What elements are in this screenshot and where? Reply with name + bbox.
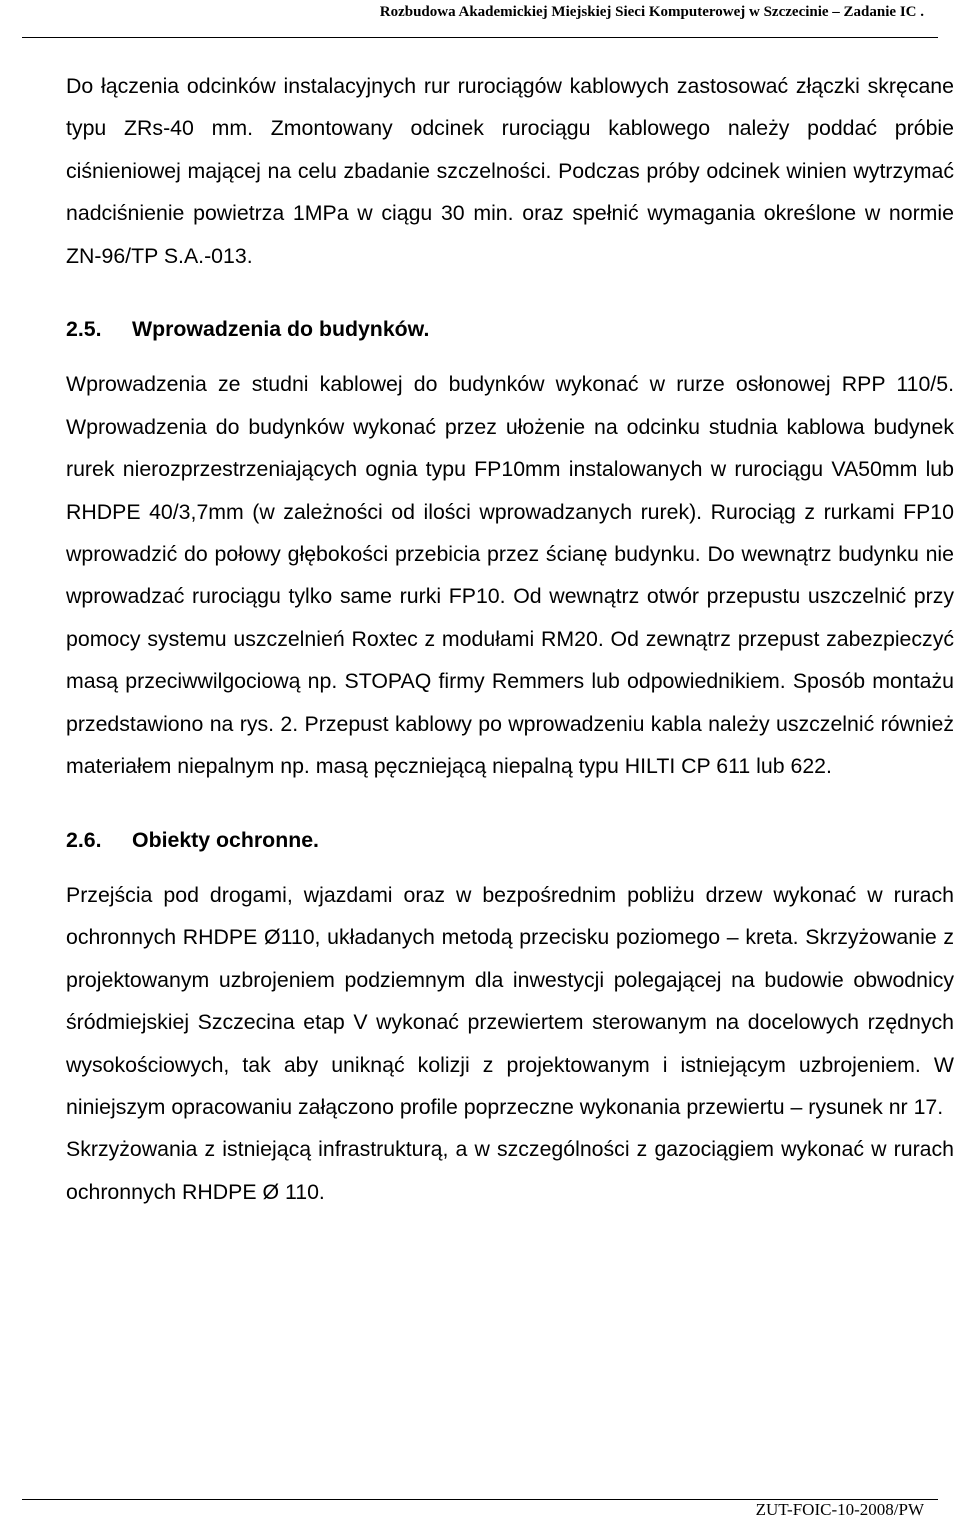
document-body: [66, 65, 954, 1213]
section-2-6-paragraph-2: Skrzyżowania z istniejącą infrastrukturą, a w szczególności z gazociągiem wykonać w rurach ochronnych RHDPE Ø 110.: [66, 1137, 954, 1204]
intro-paragraph: Do łączenia odcinków instalacyjnych rur rurociągów kablowych zastosować złączki skręcane typu ZRs-40 mm. Zmontowany odcinek rurociągu kablowego należy poddać próbie ciśnieniowej mającej na celu zbadanie szczelności. Podczas próby odcinek winien wytrzymać nadciśnienie powietrza 1MPa w ciągu 30 min. oraz spełnić wymagania określone w normie ZN-96/TP S.A.-013.: [66, 74, 954, 268]
page-footer: ZUT-FOIC-10-2008/PW: [755, 1500, 924, 1519]
section-2-5-paragraph: Wprowadzenia ze studni kablowej do budynków wykonać w rurze osłonowej RPP 110/5. Wprowadzenia do budynków wykonać przez ułożenie na odcinku studnia kablowa budynek rurek nierozprzestrzeniających ognia typu FP10mm instalowanych w rurociągu VA50mm lub RHDPE 40/3,7mm (w zależności od ilości wprowadzanych rurek). Rurociąg z rurkami FP10 wprowadzić do połowy głębokości przebicia przez ścianę budynku. Do wewnątrz budynku nie wprowadzać rurociągu tylko same rurki FP10. Od wewnątrz otwór przepustu uszczelnić przy pomocy systemu uszczelnień Roxtec z modułami RM20. Od zewnątrz przepust zabezpieczyć masą przeciwwilgociową np. STOPAQ firmy Remmers lub odpowiednikiem. Sposób montażu przedstawiono na rys. 2. Przepust kablowy po wprowadzeniu kabla należy uszczelnić również materiałem niepalnym np. masą pęczniejącą niepalną typu HILTI CP 611 lub 622.: [66, 372, 954, 779]
section-title: Obiekty ochronne.: [132, 827, 319, 852]
section-2-6-paragraph-1: Przejścia pod drogami, wjazdami oraz w bezpośrednim pobliżu drzew wykonać w rurach ochronnych RHDPE Ø110, układanych metodą przecisku poziomego – kreta. Skrzyżowanie z projektowanym uzbrojeniem podziemnym dla inwestycji polegającej na budowie obwodnicy śródmiejskiej Szczecina etap V wykonać przewiertem sterowanym na docelowych rzędnych wysokościowych, tak aby uniknąć kolizji z projektowanym i istniejącym uzbrojeniem. W niniejszym opracowaniu załączono profile poprzeczne wykonania przewiertu – rysunek nr 17.: [66, 882, 954, 1119]
section-number: 2.6.: [66, 827, 102, 852]
header-rule: [22, 37, 938, 38]
section-number: 2.5.: [66, 317, 102, 342]
page-header: Rozbudowa Akademickiej Miejskiej Sieci Komputerowej w Szczecinie – Zadanie IC .: [379, 4, 924, 20]
section-heading-2-5: [66, 308, 954, 350]
section-heading-2-6: [66, 819, 954, 861]
section-title: Wprowadzenia do budynków.: [132, 317, 430, 342]
